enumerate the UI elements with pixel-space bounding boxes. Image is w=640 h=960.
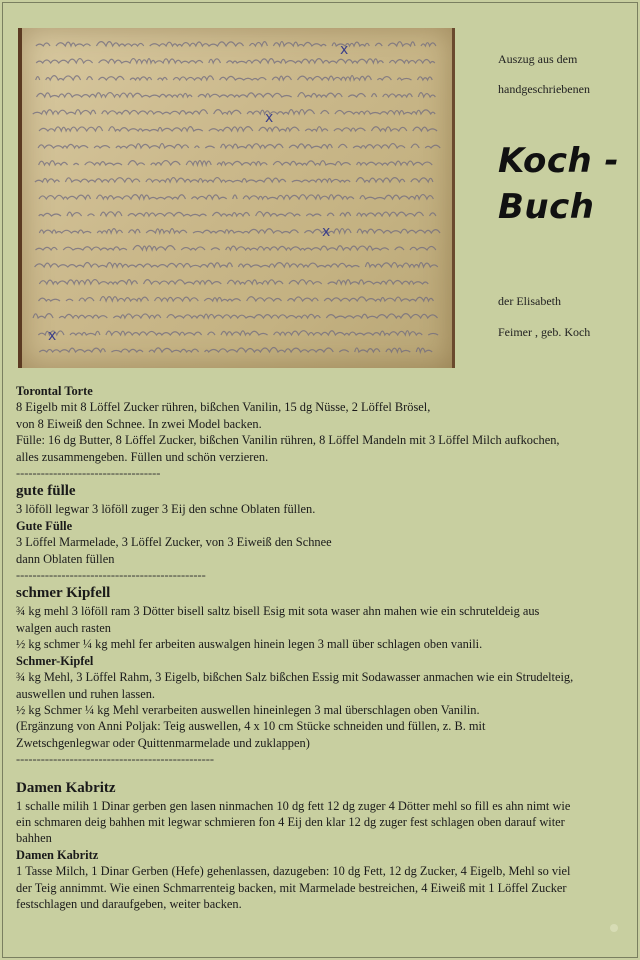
handwriting-line — [37, 93, 436, 97]
recipe-line: 8 Eigelb mit 8 Löffel Zucker rühren, bißchen Vanilin, 15 dg Nüsse, 2 Löffel Brösel, — [16, 400, 431, 415]
recipe-line: Fülle: 16 dg Butter, 8 Löffel Zucker, bißchen Vanilin rühren, 8 Löffel Mandeln mit 3 Löffel Milch aufkochen, — [16, 433, 560, 448]
intro-line-2: handgeschriebenen — [498, 82, 590, 96]
handwriting-line — [33, 314, 437, 318]
handwriting-line — [33, 110, 435, 114]
recipe-title: Schmer-Kipfel — [16, 653, 94, 668]
recipe-line: bahhen — [16, 831, 52, 846]
handwriting-line — [38, 331, 438, 335]
recipe-line: von 8 Eiweiß den Schnee. In zwei Model backen. — [16, 416, 262, 431]
handwriting-line — [35, 178, 433, 182]
recipe-title: schmer Kipfell — [16, 585, 111, 602]
handwriting-line — [39, 229, 446, 233]
recipe-line: 1 schalle milih 1 Dinar gerben gen lasen ninmachen 10 dg fett 12 dg zuger 4 Dötter mehl so fill es ahn nimt wie — [16, 798, 571, 813]
handwriting-line — [36, 42, 436, 46]
separator: ---------------------------------------------- — [16, 568, 206, 583]
recipe-line: 3 löföll legwar 3 löföll zuger 3 Eij den schne Oblaten füllen. — [16, 502, 316, 517]
recipe-title: Damen Kabritz — [16, 779, 116, 796]
recipe-line: festschlagen und daraufgeben, weiter backen. — [16, 896, 242, 911]
recipe-line: der Teig annimmt. Wie einen Schmarrenteig backen, mit Marmelade bestreichen, 4 Eiweiß mit 1 Löffel Zucker — [16, 880, 567, 895]
recipe-line: (Ergänzung von Anni Poljak: Teig auswellen, 4 x 10 cm Stücke schneiden und füllen, z. B. mit — [16, 719, 486, 734]
handwriting-line — [36, 76, 439, 80]
ink-cross-mark: x — [322, 224, 331, 240]
recipe-line: ½ kg Schmer ¼ kg Mehl verarbeiten auswellen hineinlegen 3 mal überschlagen oben Vanilin. — [16, 702, 480, 717]
handwritten-recipe-photo — [18, 28, 455, 368]
handwriting-line — [35, 263, 438, 268]
handwriting-line — [39, 212, 436, 216]
recipe-line: 1 Tasse Milch, 1 Dinar Gerben (Hefe) gehenlassen, dazugeben: 10 dg Fett, 12 dg Zucker, 4 Eigelb, Mehl so viel — [16, 864, 571, 879]
owner-line-2: Feimer , geb. Koch — [498, 325, 591, 339]
recipe-line: walgen auch rasten — [16, 620, 111, 635]
separator: ----------------------------------- — [16, 466, 161, 481]
title-line-1: Koch - — [498, 141, 620, 181]
recipe-line: alles zusammengeben. Füllen und schön verzieren. — [16, 449, 269, 464]
handwriting-line — [39, 297, 440, 301]
recipe-line: dann Oblaten füllen — [16, 551, 115, 566]
handwriting-line — [39, 280, 434, 284]
ink-cross-mark: x — [265, 110, 274, 126]
cookbook-title — [498, 138, 619, 230]
watermark-dot — [610, 924, 618, 932]
handwriting-line — [39, 195, 433, 199]
recipe-line: Zwetschgenlegwar oder Quittenmarmelade und zuklappen) — [16, 735, 310, 750]
handwriting-line — [36, 59, 435, 63]
ink-cross-mark: x — [340, 42, 349, 58]
handwriting-line — [39, 348, 432, 353]
separator: ------------------------------------------------ — [16, 752, 215, 767]
recipe-title: Damen Kabritz — [16, 847, 99, 862]
handwriting-line — [36, 246, 436, 251]
recipe-title: gute fülle — [16, 483, 76, 500]
recipe-line: ein schmaren deig bahhen mit legwar schmieren fon 4 Eij den klar 12 dg zuger fest schlagen oben darauf witer — [16, 814, 565, 829]
owner-line-1: der Elisabeth — [498, 294, 561, 308]
recipe-line: auswellen und ruhen lassen. — [16, 686, 156, 701]
recipe-line: ½ kg schmer ¼ kg mehl fer arbeiten auswalgen hinein legen 3 mall über schlagen oben vanili. — [16, 637, 483, 652]
recipe-title: Gute Fülle — [16, 518, 73, 533]
recipe-line: ¾ kg Mehl, 3 Löffel Rahm, 3 Eigelb, bißchen Salz bißchen Essig mit Sodawasser anmachen wie ein Strudelteig, — [16, 670, 574, 685]
ink-cross-mark: x — [48, 328, 57, 344]
handwriting-line — [38, 144, 446, 148]
intro-line-1: Auszug aus dem — [498, 52, 578, 66]
recipe-line: ¾ kg mehl 3 löföll ram 3 Dötter bisell saltz bisell Esig mit sota waser ahn mahen wie ein schruteldeig aus — [16, 604, 540, 619]
handwriting-line — [39, 127, 437, 131]
handwriting-scan — [22, 28, 452, 368]
recipe-text — [16, 383, 628, 912]
title-line-2: Buch — [498, 187, 595, 227]
recipe-title: Torontal Torte — [16, 384, 93, 398]
handwriting-line — [39, 161, 433, 165]
recipe-line: 3 Löffel Marmelade, 3 Löffel Zucker, von 3 Eiweiß den Schnee — [16, 535, 332, 550]
